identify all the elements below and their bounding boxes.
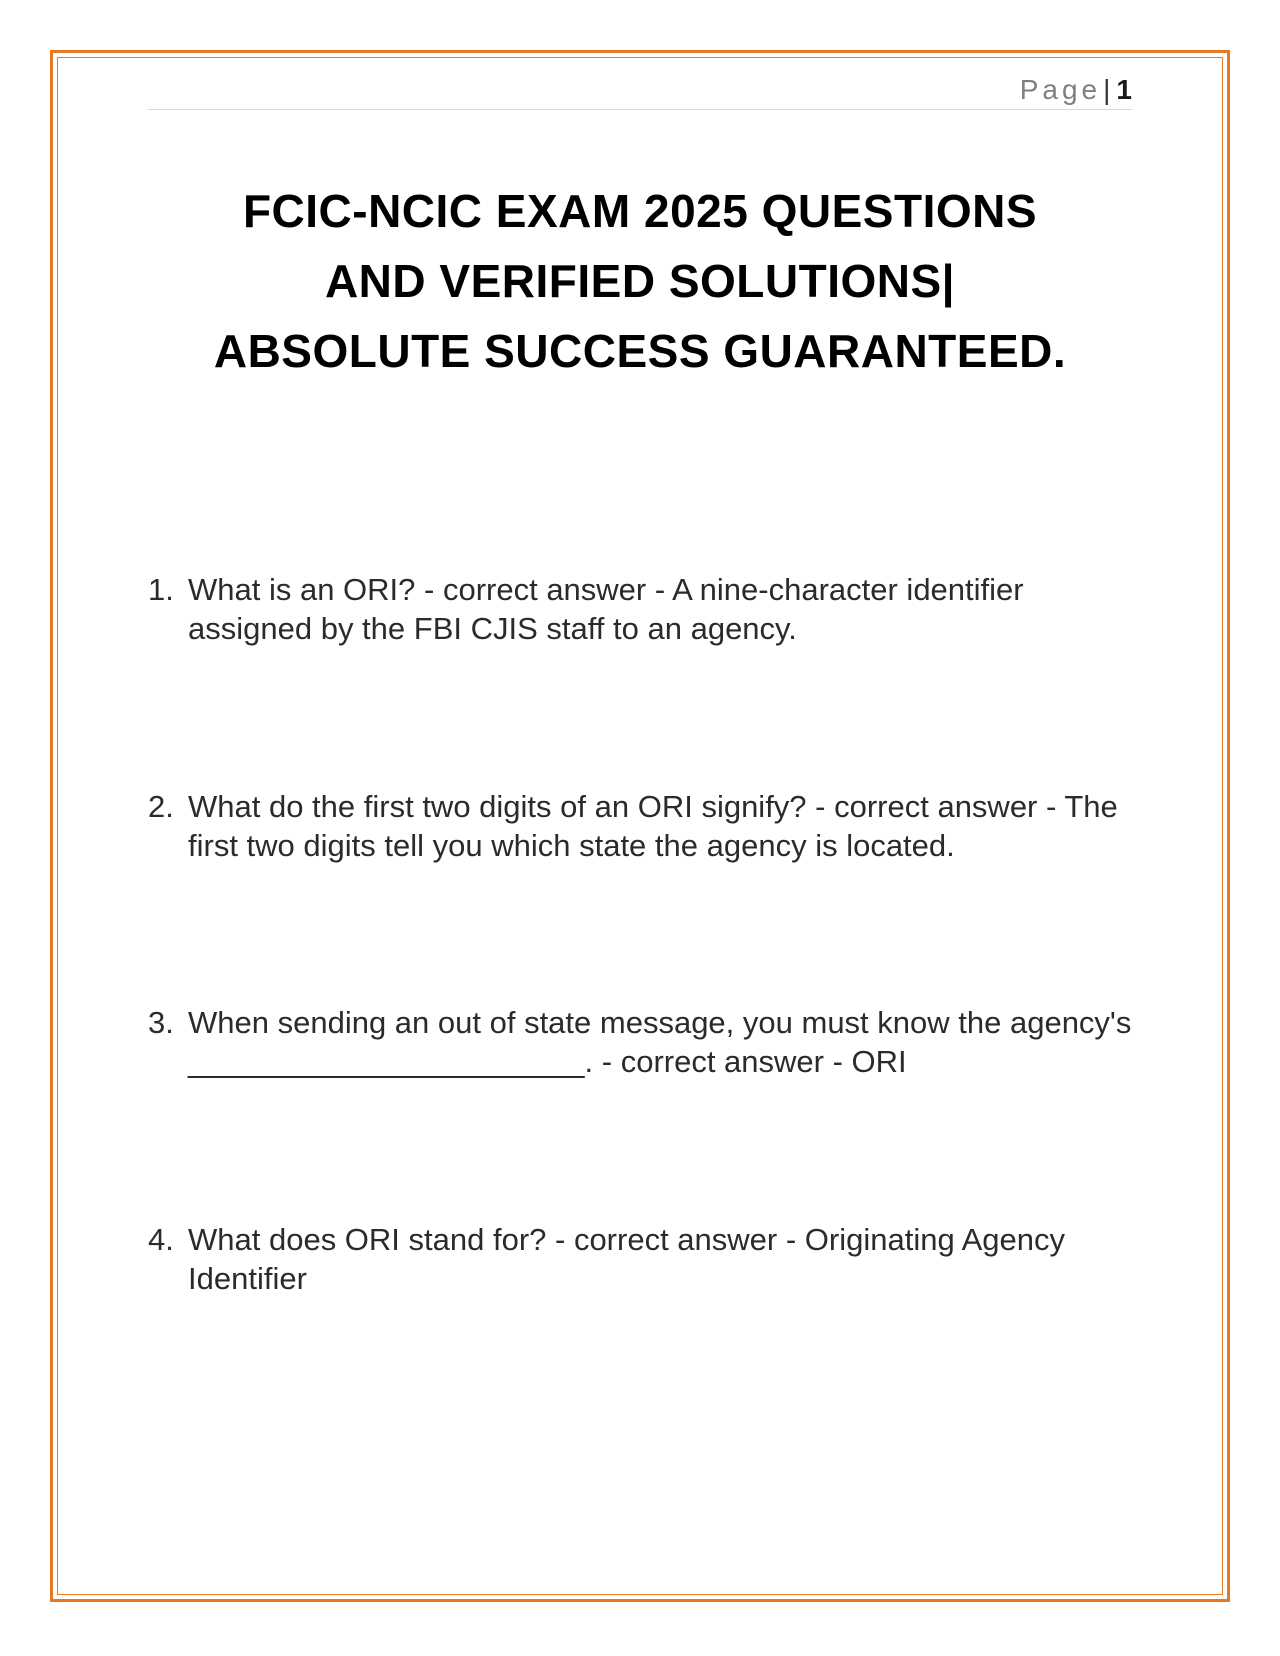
- question-number: 2.: [148, 789, 174, 824]
- page-number: 1: [1116, 74, 1132, 105]
- question-text: What does ORI stand for? - correct answer - Originating Agency Identifier: [188, 1222, 1065, 1296]
- page-label: Page: [1019, 74, 1102, 105]
- document-title: [148, 176, 1132, 386]
- question-number: 3.: [148, 1005, 174, 1040]
- question-text: When sending an out of state message, you must know the agency's _______________________. - correct answer - ORI: [188, 1005, 1132, 1079]
- question-item: [148, 787, 1138, 865]
- question-text: What is an ORI? - correct answer - A nine-character identifier assigned by the FBI CJIS staff to an agency.: [188, 572, 1024, 646]
- title-line-3: ABSOLUTE SUCCESS GUARANTEED.: [213, 325, 1067, 377]
- title-line-1: FCIC-NCIC EXAM 2025 QUESTIONS: [242, 185, 1038, 237]
- question-number: 1.: [148, 572, 174, 607]
- question-text: What do the first two digits of an ORI signify? - correct answer - The first two digits tell you which state the agency is located.: [188, 789, 1118, 863]
- page-header: [148, 74, 1132, 110]
- question-number: 4.: [148, 1222, 174, 1257]
- page-separator: |: [1103, 74, 1111, 105]
- question-item: [148, 1003, 1138, 1081]
- title-line-2: AND VERIFIED SOLUTIONS|: [324, 255, 956, 307]
- question-item: [148, 1220, 1138, 1298]
- question-item: [148, 570, 1138, 648]
